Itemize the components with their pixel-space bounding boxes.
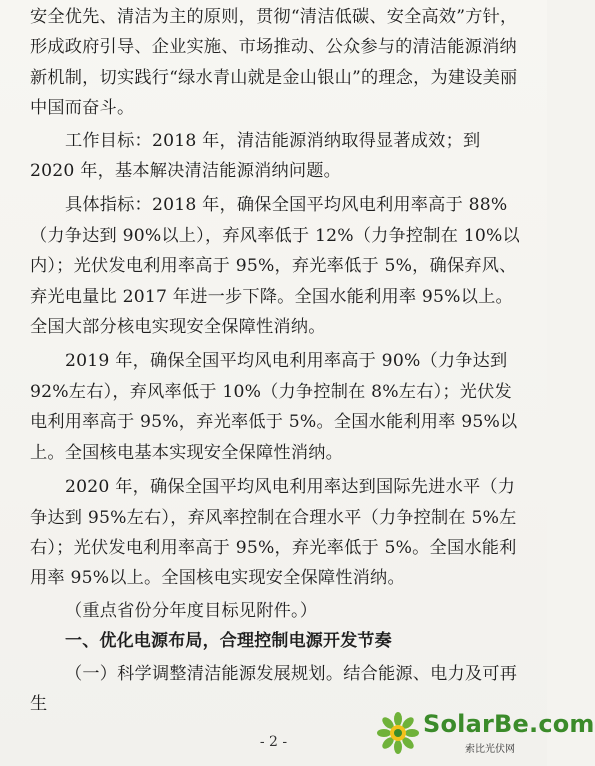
logo-text: SolarBe.com: [423, 710, 595, 738]
paragraph-annex-note: （重点省份分年度目标见附件。）: [65, 600, 318, 621]
paragraph-work-goal: 工作目标：2018 年，清洁能源消纳取得显著成效；到 2020 年，基本解决清洁能源消纳问题。: [30, 130, 481, 182]
paragraph-2020-targets: 2020 年，确保全国平均风电利用率达到国际先进水平（力争达到 95%左右），弃风率控制在合理水平（力争控制在 5%左右）；光伏发电利用率高于 95%，弃光率低于 5%。全国水能利用率 95%以上。全国核电实现安全保障性消纳。: [30, 477, 517, 589]
document-body: [30, 2, 525, 719]
page-number: - 2 -: [259, 734, 288, 750]
paragraph-2019-targets: 2019 年，确保全国平均风电利用率高于 90%（力争达到 92%左右），弃风率低于 10%（力争控制在 8%左右）；光伏发电利用率高于 95%，弃光率低于 5%。全国水能利用率 95%以上。全国核电基本实现安全保障性消纳。: [30, 351, 518, 463]
solarbe-logo: [377, 708, 595, 758]
paragraph-principles: 安全优先、清洁为主的原则，贯彻“清洁低碳、安全高效”方针，形成政府引导、企业实施、市场推动、公众参与的清洁能源消纳新机制，切实践行“绿水青山就是金山银山”的理念，为建设美丽中国而奋斗。: [30, 7, 518, 119]
paragraph-2018-targets: 具体指标：2018 年，确保全国平均风电利用率高于 88%（力争达到 90%以上），弃风率低于 12%（力争控制在 10%以内）；光伏发电利用率高于 95%，弃光率低于 5%，确保弃风、弃光电量比 2017 年进一步下降。全国水能利用率 95%以上。全国大部分核电实现安全保障性消纳。: [30, 195, 520, 338]
logo-subtitle: 索比光伏网: [465, 744, 515, 755]
sunflower-logo-icon: [377, 712, 419, 754]
paragraph-section-one: （一）科学调整清洁能源发展规划。结合能源、电力及可再生: [30, 663, 518, 714]
section-heading: 一、优化电源布局，合理控制电源开发节奏: [65, 631, 392, 652]
